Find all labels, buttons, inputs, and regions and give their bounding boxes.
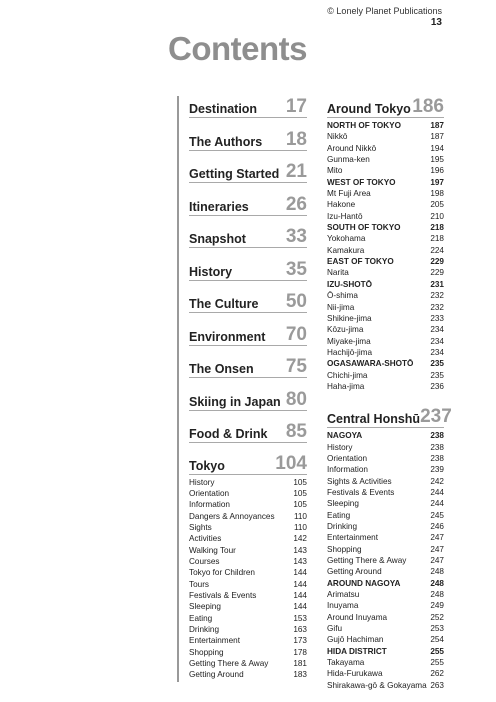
chapter-entry[interactable] <box>189 129 307 151</box>
chapter-page: 80 <box>285 388 307 410</box>
toc-row[interactable] <box>327 544 444 555</box>
entry-page: 247 <box>430 556 444 566</box>
section-row[interactable] <box>327 578 444 589</box>
toc-row[interactable] <box>327 442 444 453</box>
chapter-heading <box>189 324 307 346</box>
entry-page: 229 <box>430 257 444 267</box>
entry-page: 105 <box>293 477 307 487</box>
entry-label: AROUND NAGOYA <box>327 578 401 588</box>
entry-page: 249 <box>430 601 444 611</box>
entry-label: Getting Around <box>189 670 244 680</box>
entry-page: 255 <box>430 646 444 656</box>
entry-page: 247 <box>430 544 444 554</box>
entry-label: Nii-jima <box>327 302 355 312</box>
entry-page: 183 <box>293 670 307 680</box>
section-row[interactable] <box>327 256 444 267</box>
entry-page: 234 <box>430 347 444 357</box>
toc-row[interactable] <box>189 511 307 522</box>
toc-row[interactable] <box>189 499 307 510</box>
toc-row[interactable] <box>189 533 307 544</box>
toc-row[interactable] <box>189 647 307 658</box>
entry-page: 195 <box>430 155 444 165</box>
entry-page: 153 <box>293 613 307 623</box>
entry-label: History <box>327 442 353 452</box>
toc-row[interactable] <box>327 211 444 222</box>
entry-page: 248 <box>430 578 444 588</box>
entry-label: Chichi-jima <box>327 370 368 380</box>
toc-row[interactable] <box>327 487 444 498</box>
entry-page: 238 <box>430 453 444 463</box>
entry-page: 197 <box>430 177 444 187</box>
entry-page: 187 <box>430 132 444 142</box>
chapter-heading <box>189 194 307 216</box>
entry-label: Festivals & Events <box>327 487 395 497</box>
toc-row[interactable] <box>327 245 444 256</box>
toc-row[interactable] <box>327 634 444 645</box>
entry-page: 194 <box>430 143 444 153</box>
chapter-page: 75 <box>285 356 307 377</box>
toc-row[interactable] <box>189 556 307 567</box>
entry-label: Courses <box>189 556 220 566</box>
entry-label: Gunma-ken <box>327 155 370 165</box>
entry-page: 232 <box>430 291 444 301</box>
chapter-title: Destination <box>189 102 258 116</box>
toc-row[interactable] <box>327 600 444 611</box>
chapter-page: 35 <box>285 258 307 280</box>
toc-row[interactable] <box>327 154 444 165</box>
entry-label: Haha-jima <box>327 381 365 391</box>
entry-page: 234 <box>430 336 444 346</box>
chapter-title: Skiing in Japan <box>189 394 281 409</box>
entry-label: SOUTH OF TOKYO <box>327 223 401 233</box>
chapter-heading <box>189 389 307 411</box>
entry-page: 144 <box>293 602 307 612</box>
entry-label: Mt Fuji Area <box>327 189 371 199</box>
entry-label: Mito <box>327 166 343 176</box>
entry-page: 181 <box>293 659 307 668</box>
entry-page: 234 <box>430 325 444 335</box>
entry-label: HIDA DISTRICT <box>327 646 387 656</box>
section-row[interactable] <box>327 358 444 369</box>
entry-page: 144 <box>293 590 307 600</box>
entry-page: 252 <box>430 612 444 622</box>
chapter-title: The Authors <box>189 134 263 149</box>
entry-page: 245 <box>430 510 444 520</box>
entry-label: OGASAWARA-SHOTŌ <box>327 359 414 369</box>
chapter-page: 17 <box>285 96 307 117</box>
chapter-page: 18 <box>285 128 307 150</box>
toc-row[interactable] <box>327 510 444 521</box>
entry-page: 247 <box>430 533 444 543</box>
toc-row[interactable] <box>327 612 444 623</box>
entry-page: 239 <box>430 465 444 475</box>
toc-row[interactable] <box>327 532 444 543</box>
entry-page: 163 <box>293 624 307 634</box>
entry-label: Kamakura <box>327 245 365 255</box>
entry-label: Hida-Furukawa <box>327 669 383 679</box>
entry-label: Miyake-jima <box>327 336 371 346</box>
chapter-title: Central Honshū <box>327 412 421 427</box>
entry-page: 173 <box>293 636 307 646</box>
entry-label: Ō-shima <box>327 291 358 301</box>
entry-label: Getting Around <box>327 567 382 577</box>
toc-row[interactable] <box>327 668 444 679</box>
entry-label: Shopping <box>327 544 362 554</box>
chapter-page: 85 <box>285 421 307 442</box>
chapter-entry[interactable] <box>189 96 307 118</box>
toc-row[interactable] <box>327 680 444 691</box>
entry-label: NORTH OF TOKYO <box>327 121 401 130</box>
entry-page: 233 <box>430 313 444 323</box>
toc-row[interactable] <box>327 188 444 199</box>
entry-page: 229 <box>430 268 444 278</box>
chapter-heading <box>189 421 307 443</box>
entry-label: Arimatsu <box>327 590 360 600</box>
entry-page: 235 <box>430 370 444 380</box>
chapter-page: 21 <box>285 161 307 182</box>
chapter-heading <box>189 356 307 378</box>
entry-page: 144 <box>293 568 307 578</box>
chapter-entries <box>189 477 307 681</box>
chapter-heading <box>189 453 307 475</box>
entry-page: 218 <box>430 223 444 233</box>
entry-page: 110 <box>293 511 307 521</box>
entry-label: Shopping <box>189 647 224 657</box>
toc-row[interactable] <box>327 453 444 464</box>
chapter-page: 33 <box>285 226 307 247</box>
chapter-entry[interactable] <box>189 291 307 313</box>
section-row[interactable] <box>327 120 444 131</box>
toc-row[interactable] <box>327 555 444 566</box>
entry-page: 105 <box>293 488 307 498</box>
entry-label: Narita <box>327 268 349 278</box>
toc-row[interactable] <box>189 601 307 612</box>
chapter-entry[interactable] <box>189 356 307 378</box>
entry-page: 235 <box>430 359 444 369</box>
entry-page: 248 <box>430 590 444 600</box>
toc-row[interactable] <box>327 657 444 668</box>
toc-row[interactable] <box>189 613 307 624</box>
entry-label: Getting There & Away <box>189 659 269 668</box>
section-row[interactable] <box>327 177 444 188</box>
entry-label: Gujō Hachiman <box>327 635 384 645</box>
toc-row[interactable] <box>327 267 444 278</box>
toc-row[interactable] <box>327 476 444 487</box>
section-row[interactable] <box>327 222 444 233</box>
entry-page: 224 <box>430 245 444 255</box>
entry-label: Orientation <box>327 453 368 463</box>
section-row[interactable] <box>327 279 444 290</box>
chapter-entries <box>327 120 444 392</box>
entry-page: 254 <box>430 635 444 645</box>
chapter-page: 70 <box>285 323 307 345</box>
entry-label: Takayama <box>327 658 365 668</box>
entry-page: 187 <box>430 121 444 130</box>
entry-label: EAST OF TOKYO <box>327 257 394 267</box>
toc-row[interactable] <box>189 477 307 488</box>
entry-label: Eating <box>189 613 213 623</box>
toc-row[interactable] <box>189 522 307 533</box>
entry-page: 198 <box>430 189 444 199</box>
chapter-page: 237 <box>420 406 452 428</box>
entry-label: Sleeping <box>189 602 221 612</box>
toc-row[interactable] <box>327 336 444 347</box>
entry-page: 218 <box>430 234 444 244</box>
toc-row[interactable] <box>189 669 307 680</box>
section-row[interactable] <box>327 430 444 441</box>
entry-label: Gifu <box>327 624 343 634</box>
entry-page: 231 <box>430 279 444 289</box>
entry-page: 255 <box>430 658 444 668</box>
toc-row[interactable] <box>327 143 444 154</box>
chapter-entry[interactable] <box>189 259 307 281</box>
chapter-page: 26 <box>285 193 307 215</box>
chapter-heading <box>189 96 307 118</box>
entry-label: Sleeping <box>327 499 359 509</box>
toc-row[interactable] <box>327 131 444 142</box>
toc-row[interactable] <box>189 579 307 590</box>
chapter-title: History <box>189 264 233 279</box>
toc-row[interactable] <box>189 635 307 646</box>
entry-page: 210 <box>430 211 444 221</box>
entry-label: Festivals & Events <box>189 590 257 600</box>
chapter-page: 50 <box>285 291 307 312</box>
entry-page: 196 <box>430 166 444 176</box>
entry-label: Nikkō <box>327 132 348 142</box>
toc-row[interactable] <box>327 199 444 210</box>
toc-row[interactable] <box>327 464 444 475</box>
entry-page: 244 <box>430 487 444 497</box>
entry-page: 253 <box>430 624 444 634</box>
entry-page: 244 <box>430 499 444 509</box>
chapter-title: The Culture <box>189 297 259 311</box>
entry-label: Shikine-jima <box>327 313 372 323</box>
toc-left-column <box>189 96 307 681</box>
toc-row[interactable] <box>327 313 444 324</box>
page-title: Contents <box>168 30 307 67</box>
entry-page: 242 <box>430 476 444 486</box>
entry-label: Information <box>327 465 368 475</box>
chapter-entry[interactable] <box>189 226 307 248</box>
chapter-entry[interactable] <box>189 194 307 216</box>
entry-label: Dangers & Annoyances <box>189 511 275 521</box>
chapter-entries <box>327 430 444 691</box>
toc-row[interactable] <box>327 302 444 313</box>
chapter-page: 104 <box>275 452 307 474</box>
chapter-title: Around Tokyo <box>327 102 411 116</box>
chapter-heading <box>327 96 444 118</box>
entry-label: IZU-SHOTŌ <box>327 279 373 289</box>
toc-row[interactable] <box>327 623 444 634</box>
entry-label: Information <box>189 500 230 510</box>
chapter-title: Food & Drink <box>189 427 268 441</box>
toc-row[interactable] <box>327 521 444 532</box>
chapter-entry[interactable] <box>189 161 307 183</box>
entry-label: Around Nikkō <box>327 143 377 153</box>
entry-page: 246 <box>430 522 444 531</box>
chapter-entry[interactable] <box>189 389 307 411</box>
entry-label: Izu-Hantō <box>327 211 363 221</box>
toc-row[interactable] <box>327 370 444 381</box>
entry-label: NAGOYA <box>327 431 363 441</box>
entry-label: Kōzu-jima <box>327 325 364 335</box>
toc-row[interactable] <box>189 590 307 601</box>
chapter-heading <box>189 259 307 281</box>
entry-label: Walking Tour <box>189 545 236 555</box>
page-number: 13 <box>430 17 442 28</box>
entry-page: 248 <box>430 567 444 577</box>
entry-label: Hakone <box>327 200 356 210</box>
entry-label: History <box>189 477 215 487</box>
entry-label: Hachijō-jima <box>327 347 373 357</box>
entry-label: Drinking <box>327 522 358 531</box>
toc-row[interactable] <box>327 233 444 244</box>
chapter-heading <box>189 129 307 151</box>
toc-row[interactable] <box>189 658 307 669</box>
entry-label: Around Inuyama <box>327 612 388 622</box>
entry-label: Entertainment <box>327 533 378 543</box>
entry-label: Shirakawa-gō & Gokayama <box>327 680 427 690</box>
entry-label: Getting There & Away <box>327 556 407 566</box>
entry-page: 144 <box>293 579 307 589</box>
toc-row[interactable] <box>327 589 444 600</box>
entry-label: Activities <box>189 534 222 544</box>
entry-label: Inuyama <box>327 601 359 611</box>
toc-row[interactable] <box>327 347 444 358</box>
chapter-title: Itineraries <box>189 199 249 214</box>
entry-page: 262 <box>430 669 444 679</box>
entry-page: 205 <box>430 200 444 210</box>
toc-row[interactable] <box>189 624 307 635</box>
entry-page: 238 <box>430 431 444 441</box>
chapter-tokyo[interactable] <box>189 453 307 681</box>
toc-row[interactable] <box>327 165 444 176</box>
section-row[interactable] <box>327 646 444 657</box>
chapter-entry[interactable] <box>189 324 307 346</box>
entry-page: 236 <box>430 381 444 391</box>
entry-page: 105 <box>293 500 307 510</box>
chapter-entry[interactable] <box>189 421 307 443</box>
entry-page: 178 <box>293 647 307 657</box>
column-divider <box>177 96 179 682</box>
entry-label: Yokohama <box>327 234 366 244</box>
entry-label: Tokyo for Children <box>189 568 255 578</box>
chapter-title: Getting Started <box>189 167 280 181</box>
chapter-heading <box>189 161 307 183</box>
entry-label: Eating <box>327 510 351 520</box>
entry-page: 232 <box>430 302 444 312</box>
toc-row[interactable] <box>189 545 307 556</box>
simple-chapter-list <box>189 96 307 443</box>
chapter-heading <box>189 226 307 248</box>
chapter-title: The Onsen <box>189 362 254 376</box>
entry-page: 143 <box>293 545 307 555</box>
toc-row[interactable] <box>327 324 444 335</box>
chapter-heading <box>327 406 452 428</box>
toc-row[interactable] <box>327 290 444 301</box>
entry-label: Entertainment <box>189 636 240 646</box>
entry-label: Sights <box>189 522 212 532</box>
chapter-page: 186 <box>412 96 444 117</box>
entry-page: 143 <box>293 556 307 566</box>
entry-page: 110 <box>293 522 307 532</box>
toc-row[interactable] <box>327 381 444 392</box>
publisher-credit: © Lonely Planet Publications <box>327 6 442 16</box>
entry-label: Sights & Activities <box>327 476 392 486</box>
chapter-around-tokyo[interactable] <box>327 96 444 392</box>
toc-row[interactable] <box>189 567 307 578</box>
entry-label: WEST OF TOKYO <box>327 177 396 187</box>
chapter-central-honshu[interactable] <box>327 406 452 691</box>
entry-page: 238 <box>430 442 444 452</box>
toc-row[interactable] <box>189 488 307 499</box>
chapter-heading <box>189 291 307 313</box>
entry-page: 142 <box>293 534 307 544</box>
toc-right-column <box>327 96 452 691</box>
toc-row[interactable] <box>327 566 444 577</box>
entry-label: Orientation <box>189 488 230 498</box>
entry-page: 263 <box>430 680 444 690</box>
entry-label: Tours <box>189 579 210 589</box>
toc-row[interactable] <box>327 498 444 509</box>
entry-label: Drinking <box>189 624 220 634</box>
chapter-title: Snapshot <box>189 232 246 246</box>
chapter-title: Tokyo <box>189 458 225 473</box>
chapter-title: Environment <box>189 329 266 344</box>
